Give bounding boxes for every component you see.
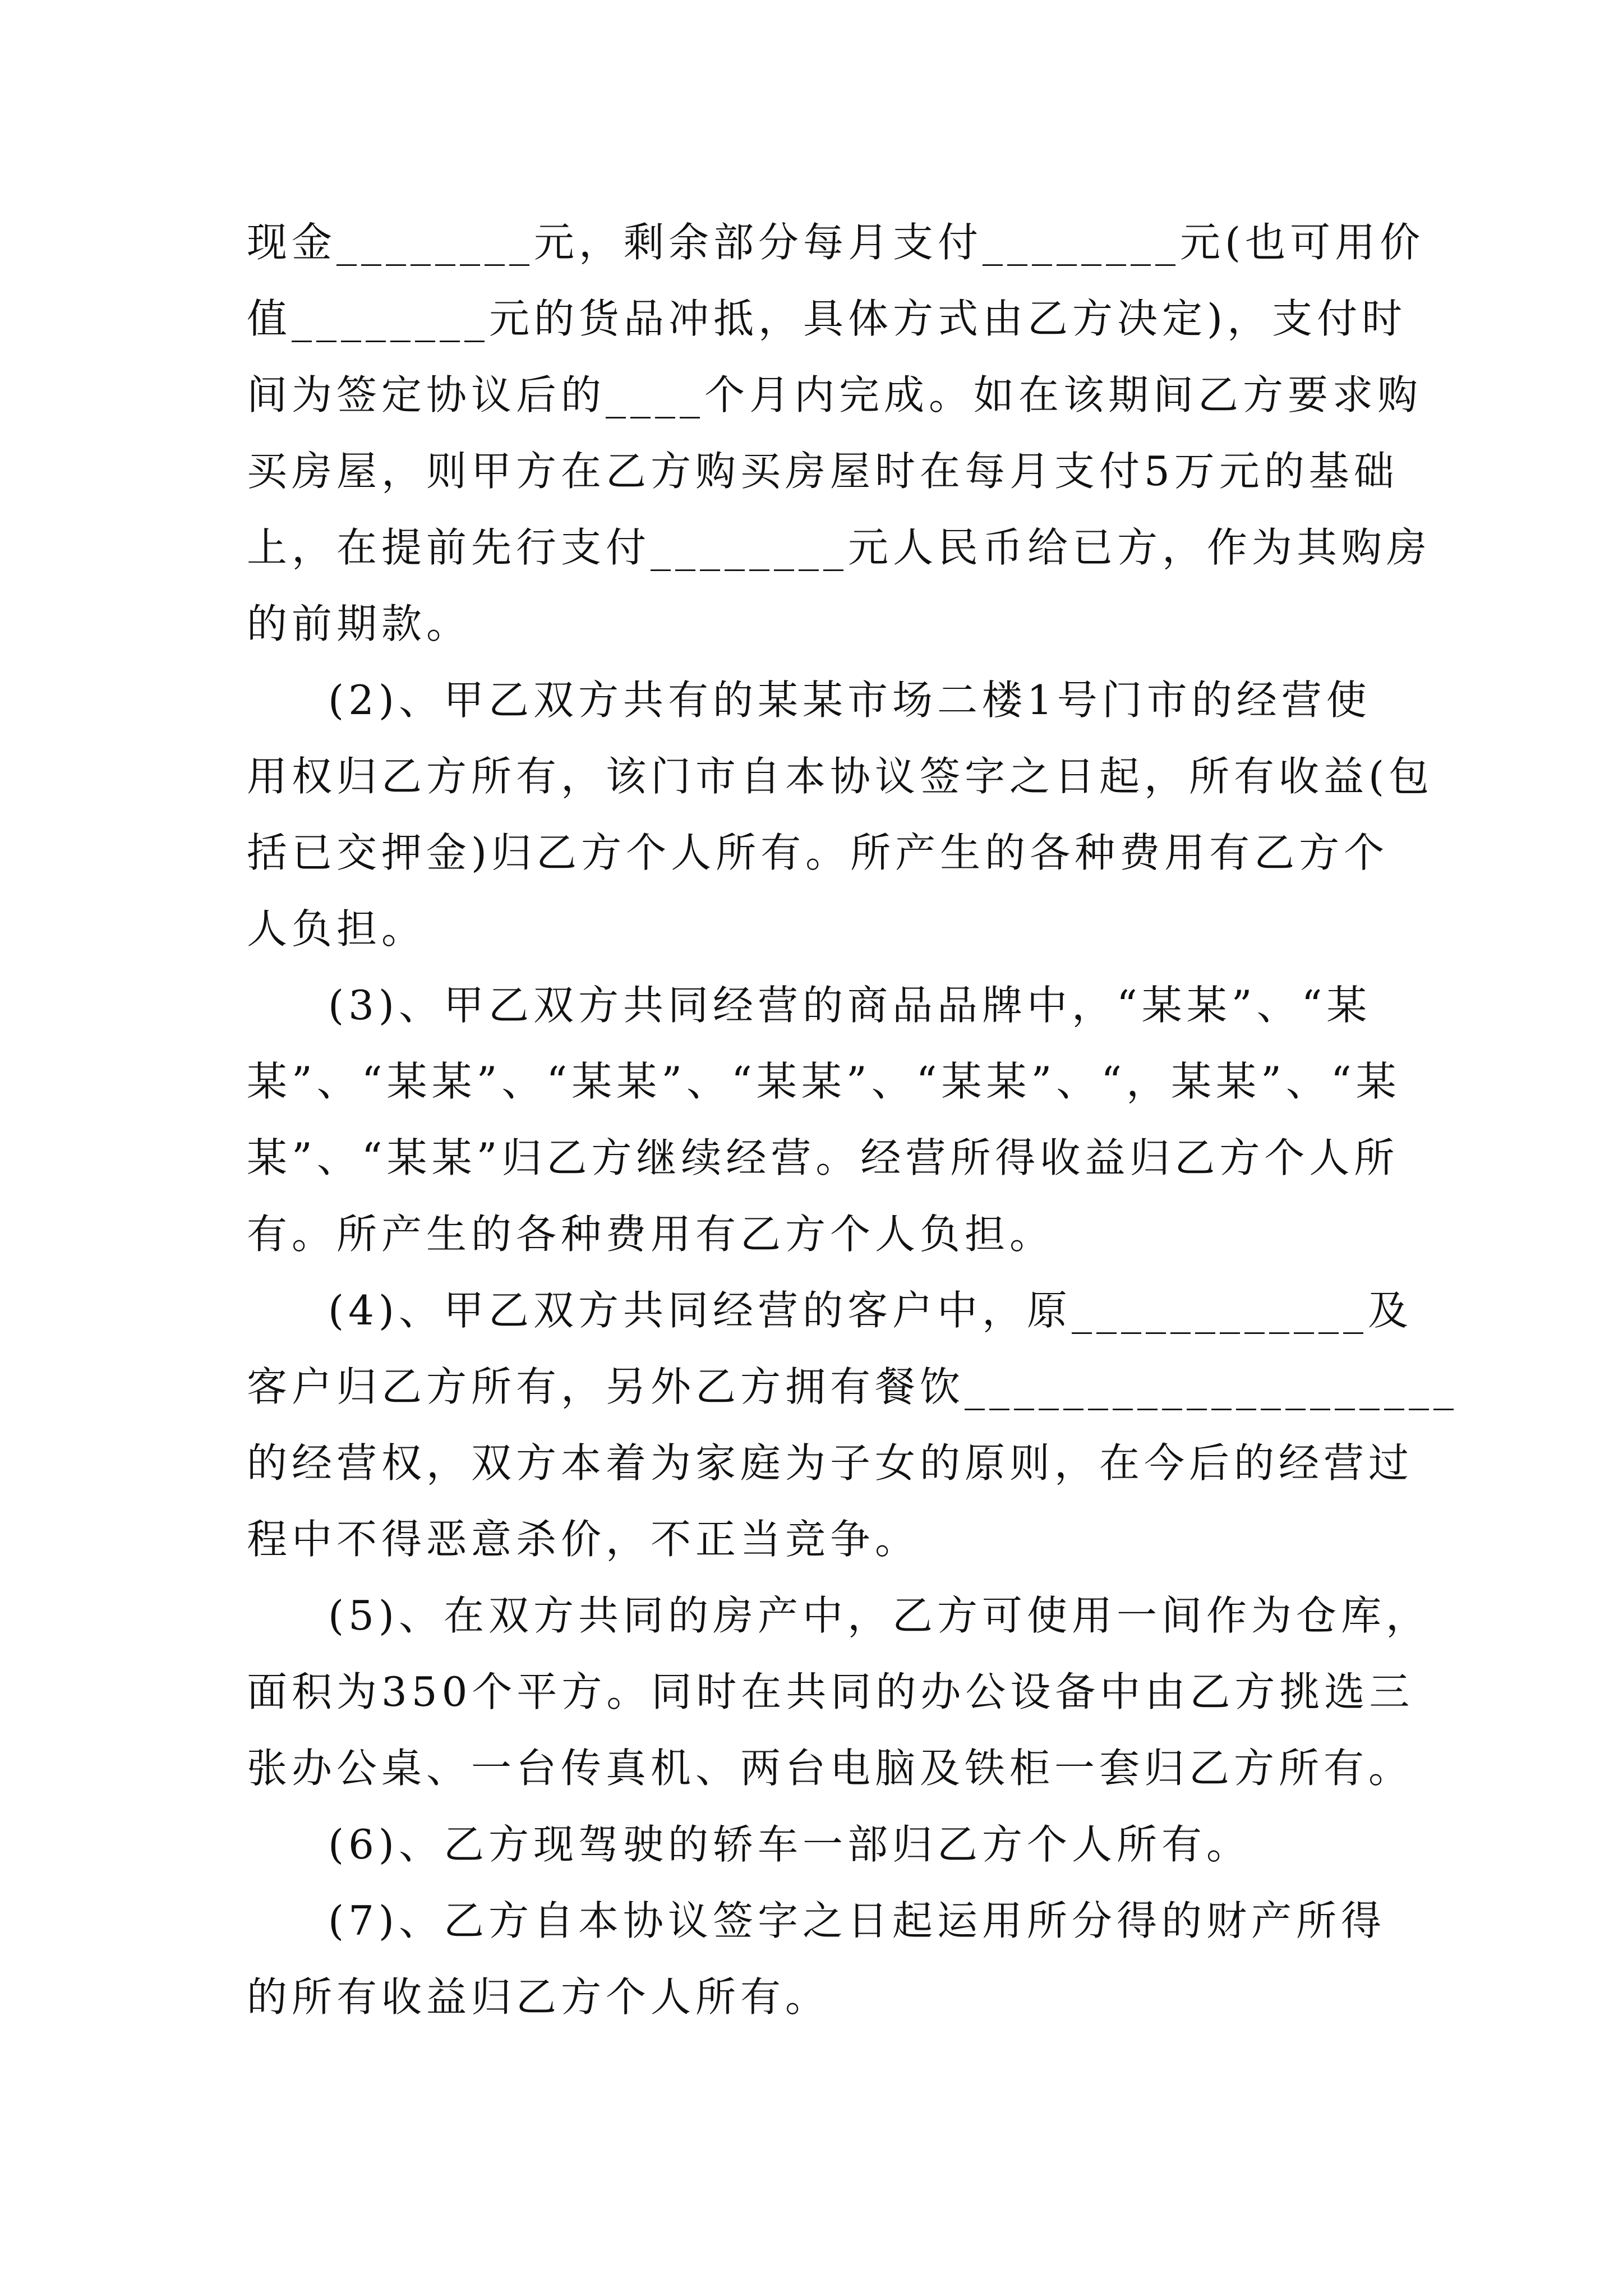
paragraph-4-line-1: (4)、甲乙双方共同经营的客户中，原____________及: [328, 1287, 1413, 1334]
paragraph-3-line-3: 某”、“某某”归乙方继续经营。经营所得收益归乙方个人所: [247, 1134, 1399, 1181]
paragraph-1-line-2: 值________元的货品冲抵，具体方式由乙方决定)，支付时: [247, 295, 1407, 342]
paragraph-5-line-2: 面积为350个平方。同时在共同的办公设备中由乙方挑选三: [247, 1668, 1414, 1715]
paragraph-4-line-2: 客户归乙方所有，另外乙方拥有餐饮____________________: [247, 1363, 1459, 1410]
paragraph-1-line-3: 间为签定协议后的____个月内完成。如在该期间乙方要求购: [247, 371, 1423, 418]
paragraph-5-line-1: (5)、在双方共同的房产中，乙方可使用一间作为仓库，: [328, 1592, 1431, 1639]
paragraph-2-line-3: 括已交押金)归乙方个人所有。所产生的各种费用有乙方个: [247, 829, 1389, 876]
paragraph-4-line-3: 的经营权，双方本着为家庭为子女的原则，在今后的经营过: [247, 1439, 1414, 1487]
paragraph-1-line-5: 上，在提前先行支付________元人民币给已方，作为其购房: [247, 524, 1432, 571]
paragraph-1-line-1: 现金________元，剩余部分每月支付________元(也可用价: [247, 219, 1425, 266]
paragraph-5-line-3: 张办公桌、一台传真机、两台电脑及铁柜一套归乙方所有。: [247, 1745, 1414, 1792]
paragraph-1-line-4: 买房屋，则甲方在乙方购买房屋时在每月支付5万元的基础: [247, 448, 1399, 495]
paragraph-3-line-1: (3)、甲乙双方共同经营的商品品牌中，“某某”、“某: [328, 982, 1372, 1029]
paragraph-2-line-1: (2)、甲乙双方共有的某某市场二楼1号门市的经营使: [328, 677, 1371, 724]
paragraph-7-line-2: 的所有收益归乙方个人所有。: [247, 1973, 831, 2021]
paragraph-2-line-4: 人负担。: [247, 905, 427, 953]
paragraph-6-line-1: (6)、乙方现驾驶的轿车一部归乙方个人所有。: [328, 1821, 1251, 1868]
paragraph-7-line-1: (7)、乙方自本协议签字之日起运用所分得的财产所得: [328, 1897, 1386, 1944]
paragraph-1-line-6: 的前期款。: [247, 600, 472, 647]
paragraph-2-line-2: 用权归乙方所有，该门市自本协议签字之日起，所有收益(包: [247, 753, 1434, 800]
paragraph-3-line-2: 某”、“某某”、“某某”、“某某”、“某某”、“，某某”、“某: [247, 1058, 1401, 1105]
paragraph-3-line-4: 有。所产生的各种费用有乙方个人负担。: [247, 1211, 1055, 1258]
paragraph-4-line-4: 程中不得恶意杀价，不正当竞争。: [247, 1516, 920, 1563]
